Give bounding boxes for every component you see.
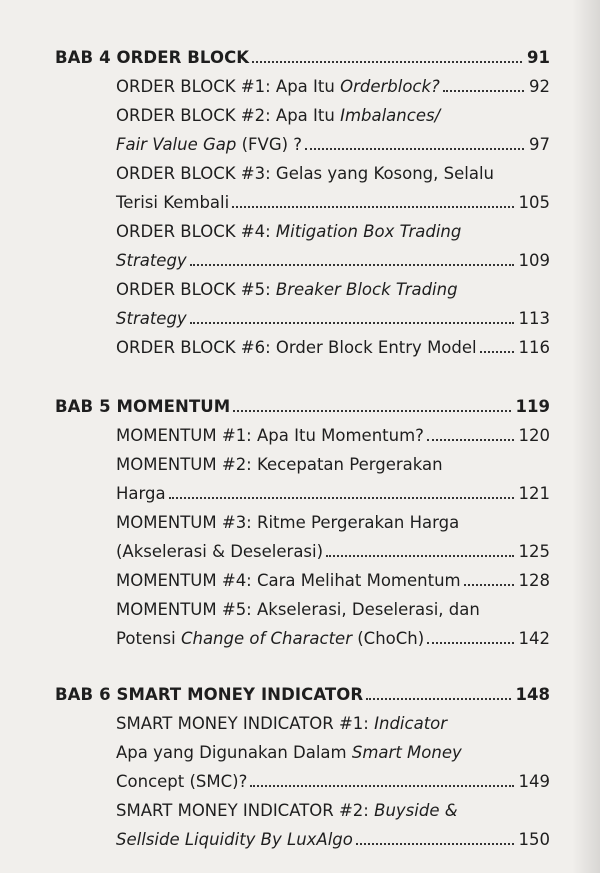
title-text: SMART MONEY INDICATOR #2: xyxy=(116,801,375,820)
toc-entry-line xyxy=(116,830,550,850)
page-edge-shadow xyxy=(572,0,600,873)
page-number: 142 xyxy=(518,629,550,648)
toc-entry-line xyxy=(116,106,550,126)
leader-dots xyxy=(233,410,510,412)
toc-entry-line xyxy=(116,338,550,358)
entry-title xyxy=(116,77,440,97)
entry-title xyxy=(55,397,230,417)
title-text: Harga xyxy=(116,484,166,503)
leader-dots xyxy=(232,206,513,208)
title-text: ORDER BLOCK #6: Order Block Entry Model xyxy=(116,338,477,357)
title-text: Concept (SMC)? xyxy=(116,772,248,791)
chapter-heading xyxy=(55,685,550,705)
entry-title xyxy=(116,629,424,649)
toc-entry-line xyxy=(116,164,550,184)
title-italic-text: Smart Money xyxy=(351,743,462,762)
toc-entry-line xyxy=(116,455,550,475)
leader-dots xyxy=(427,642,513,644)
page-number: 92 xyxy=(529,77,550,96)
leader-dots xyxy=(326,555,513,557)
page-number: 105 xyxy=(518,193,550,212)
title-text: (Akselerasi & Deselerasi) xyxy=(116,542,324,561)
entry-title xyxy=(116,484,166,504)
leader-dots xyxy=(443,90,524,92)
entry-title xyxy=(116,251,187,271)
title-text: ORDER BLOCK #2: Apa Itu xyxy=(116,106,341,125)
title-text: MOMENTUM #3: Ritme Pergerakan Harga xyxy=(116,513,460,532)
leader-dots xyxy=(480,351,514,353)
toc-entry-line xyxy=(116,193,550,213)
page-number: 97 xyxy=(529,135,550,154)
leader-dots xyxy=(169,497,514,499)
page-number: 148 xyxy=(515,685,550,704)
leader-dots xyxy=(305,148,524,150)
toc-entry-line xyxy=(116,135,550,155)
title-text: BAB 6 SMART MONEY INDICATOR xyxy=(55,685,364,704)
leader-dots xyxy=(252,61,522,63)
title-italic-text: Strategy xyxy=(116,251,187,270)
title-text: Terisi Kembali xyxy=(116,193,230,212)
chapter-heading xyxy=(55,397,550,417)
page-number: 109 xyxy=(518,251,550,270)
entry-title xyxy=(116,338,477,358)
title-text: Potensi xyxy=(116,629,181,648)
toc-entry-line xyxy=(116,801,550,821)
entry-title xyxy=(116,426,424,446)
page-number: 113 xyxy=(518,309,550,328)
entry-title xyxy=(116,455,443,475)
leader-dots xyxy=(190,264,514,266)
entry-title xyxy=(116,542,323,562)
toc-entry-line xyxy=(116,542,550,562)
title-text: SMART MONEY INDICATOR #1: xyxy=(116,714,375,733)
toc-entry-line xyxy=(116,484,550,504)
title-text: MOMENTUM #2: Kecepatan Pergerakan xyxy=(116,455,443,474)
toc-entry-line xyxy=(116,571,550,591)
page-number: 150 xyxy=(518,830,550,849)
title-italic-text: Change of Character xyxy=(180,629,352,648)
title-text: ORDER BLOCK #3: Gelas yang Kosong, Selalu xyxy=(116,164,495,183)
entry-title xyxy=(116,830,353,850)
entry-title xyxy=(116,714,447,734)
chapter-heading xyxy=(55,48,550,68)
page-number: 128 xyxy=(518,571,550,590)
entry-title xyxy=(55,48,249,68)
toc-entry-line xyxy=(116,251,550,271)
leader-dots xyxy=(464,584,514,586)
title-text: ORDER BLOCK #5: xyxy=(116,280,276,299)
title-italic-text: Orderblock? xyxy=(340,77,440,96)
title-italic-text: Imbalances/ xyxy=(340,106,441,125)
page-number: 91 xyxy=(527,48,550,67)
entry-title xyxy=(116,772,247,792)
entry-title xyxy=(116,801,458,821)
entry-title xyxy=(116,743,462,763)
page-number: 125 xyxy=(518,542,550,561)
title-text: MOMENTUM #4: Cara Melihat Momentum xyxy=(116,571,461,590)
leader-dots xyxy=(366,698,510,700)
leader-dots xyxy=(190,322,514,324)
entry-title xyxy=(116,106,440,126)
leader-dots xyxy=(356,843,514,845)
leader-dots xyxy=(427,439,514,441)
entry-title xyxy=(116,164,494,184)
title-text: ORDER BLOCK #4: xyxy=(116,222,276,241)
toc-entry-line xyxy=(116,513,550,533)
toc-entry-line xyxy=(116,77,550,97)
entry-title xyxy=(116,600,480,620)
entry-title xyxy=(116,309,187,329)
entry-title xyxy=(116,571,461,591)
title-text: BAB 5 MOMENTUM xyxy=(55,397,231,416)
title-text: MOMENTUM #1: Apa Itu Momentum? xyxy=(116,426,424,445)
title-text: (ChoCh) xyxy=(352,629,425,648)
title-text: ORDER BLOCK #1: Apa Itu xyxy=(116,77,341,96)
page-number: 149 xyxy=(518,772,550,791)
toc-entry-line xyxy=(116,600,550,620)
title-italic-text: Breaker Block Trading xyxy=(275,280,458,299)
page-number: 121 xyxy=(518,484,550,503)
toc-entry-line xyxy=(116,714,550,734)
toc-entry-line xyxy=(116,309,550,329)
toc-entry-line xyxy=(116,772,550,792)
toc-entry-line xyxy=(116,426,550,446)
title-text: (FVG) ? xyxy=(236,135,303,154)
title-text: MOMENTUM #5: Akselerasi, Deselerasi, dan xyxy=(116,600,480,619)
title-text: Apa yang Digunakan Dalam xyxy=(116,743,352,762)
title-italic-text: Indicator xyxy=(374,714,448,733)
toc-entry-line xyxy=(116,280,550,300)
title-italic-text: Fair Value Gap xyxy=(116,135,237,154)
page-number: 119 xyxy=(515,397,550,416)
title-text: BAB 4 ORDER BLOCK xyxy=(55,48,250,67)
page-number: 116 xyxy=(518,338,550,357)
toc-entry-line xyxy=(116,743,550,763)
entry-title xyxy=(116,135,302,155)
page-number: 120 xyxy=(518,426,550,445)
title-italic-text: Mitigation Box Trading xyxy=(275,222,462,241)
toc-entry-line xyxy=(116,629,550,649)
title-italic-text: Strategy xyxy=(116,309,187,328)
leader-dots xyxy=(250,785,513,787)
toc-entry-line xyxy=(116,222,550,242)
entry-title xyxy=(116,513,459,533)
title-italic-text: Buyside & xyxy=(374,801,458,820)
entry-title xyxy=(116,193,229,213)
entry-title xyxy=(116,222,461,242)
title-italic-text: Sellside Liquidity By LuxAlgo xyxy=(116,830,353,849)
entry-title xyxy=(55,685,363,705)
entry-title xyxy=(116,280,458,300)
